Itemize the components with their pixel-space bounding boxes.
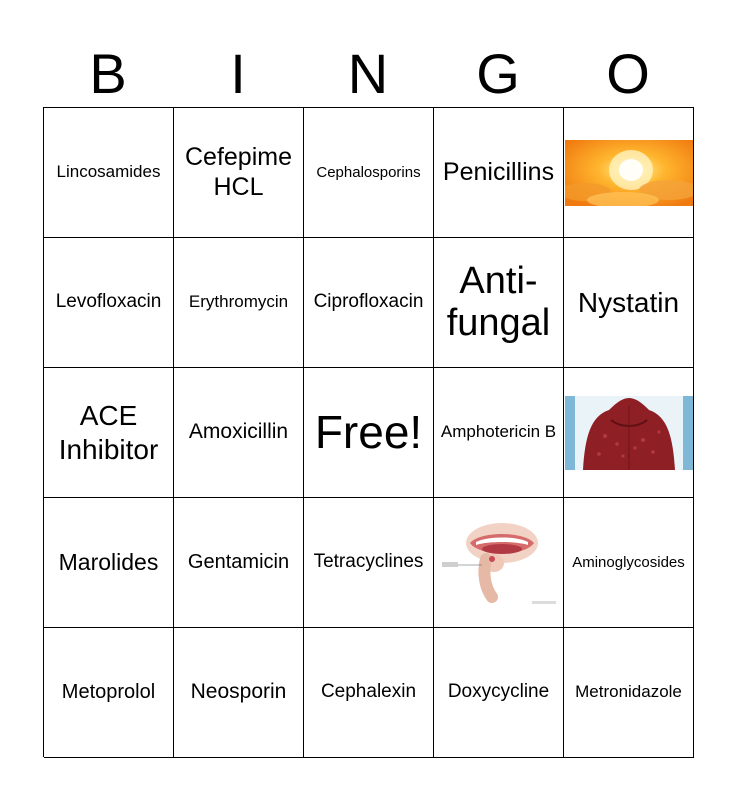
bingo-cell[interactable]: ACE Inhibitor <box>44 368 174 498</box>
red-rash-back-image <box>565 396 693 470</box>
bingo-cell[interactable]: Neosporin <box>174 628 304 758</box>
bingo-cell[interactable]: Anti-fungal <box>434 238 564 368</box>
bingo-cell[interactable]: Metoprolol <box>44 628 174 758</box>
bingo-cell[interactable]: Aminoglycosides <box>564 498 694 628</box>
bingo-header <box>43 40 693 108</box>
bingo-cell[interactable]: Cephalosporins <box>304 108 434 238</box>
bingo-cell[interactable]: Doxycycline <box>434 628 564 758</box>
bingo-cell[interactable]: Tetracyclines <box>304 498 434 628</box>
bingo-cell[interactable]: Ciprofloxacin <box>304 238 434 368</box>
sun-clouds-image <box>565 140 693 206</box>
header-letter-i: I <box>230 42 246 105</box>
bingo-cell[interactable]: Amphotericin B <box>434 368 564 498</box>
mouth-stomatitis-image <box>436 517 562 609</box>
header-letter-n: N <box>347 42 389 105</box>
bingo-cell[interactable]: Amoxicillin <box>174 368 304 498</box>
header-letter-g: G <box>476 42 520 105</box>
bingo-cell[interactable]: Lincosamides <box>44 108 174 238</box>
bingo-cell[interactable]: Gentamicin <box>174 498 304 628</box>
bingo-cell-image[interactable] <box>434 498 564 628</box>
bingo-cell[interactable]: Marolides <box>44 498 174 628</box>
bingo-card <box>43 107 694 757</box>
bingo-cell-image[interactable] <box>564 368 694 498</box>
bingo-cell[interactable]: Penicillins <box>434 108 564 238</box>
bingo-cell[interactable]: Cefepime HCL <box>174 108 304 238</box>
bingo-free-space[interactable]: Free! <box>304 368 434 498</box>
header-letter-b: B <box>89 42 127 105</box>
bingo-cell[interactable]: Nystatin <box>564 238 694 368</box>
bingo-cell-image[interactable] <box>564 108 694 238</box>
bingo-cell[interactable]: Erythromycin <box>174 238 304 368</box>
header-letter-o: O <box>606 42 650 105</box>
bingo-cell[interactable]: Metronidazole <box>564 628 694 758</box>
bingo-cell[interactable]: Cephalexin <box>304 628 434 758</box>
bingo-cell[interactable]: Levofloxacin <box>44 238 174 368</box>
